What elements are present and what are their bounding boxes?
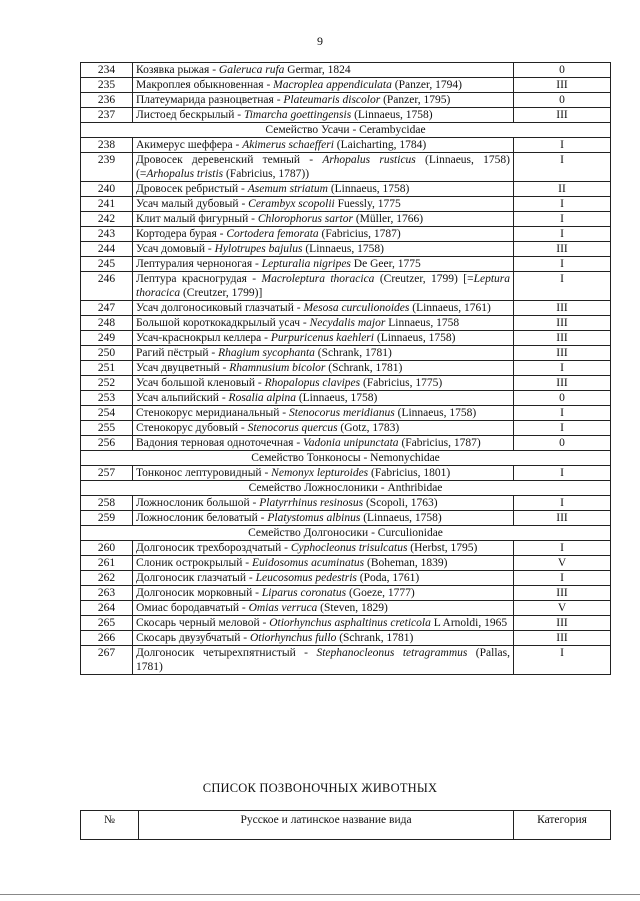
- latin-name: Stephanocleonus tetragrammus: [316, 647, 468, 659]
- species-name: [133, 108, 514, 123]
- species-name: [133, 511, 514, 526]
- table-row: [81, 466, 611, 481]
- table-row: [81, 646, 611, 675]
- species-number: 246: [81, 272, 133, 301]
- author-citation: (Herbst, 1795): [407, 542, 478, 554]
- species-number: 259: [81, 511, 133, 526]
- table-row: [81, 346, 611, 361]
- russian-name: Макроплея обыкновенная -: [136, 79, 274, 91]
- russian-name: Платеумарида разноцветная -: [136, 94, 284, 106]
- table-row: [81, 421, 611, 436]
- species-name: [133, 316, 514, 331]
- species-number: 255: [81, 421, 133, 436]
- latin-name: Euidosomus acuminatus: [252, 557, 365, 569]
- category: I: [514, 138, 611, 153]
- author-citation: (Linnaeus, 1758): [394, 407, 477, 419]
- latin-name: Leucosomus pedestris: [255, 572, 357, 584]
- category: III: [514, 242, 611, 257]
- species-name: [133, 346, 514, 361]
- species-number: 242: [81, 212, 133, 227]
- species-name: [133, 616, 514, 631]
- family-header-row: [81, 526, 611, 541]
- russian-name: Долгоносик четырехпятнистый -: [136, 647, 317, 659]
- species-number: 262: [81, 571, 133, 586]
- russian-name: Кортодера бурая -: [136, 228, 227, 240]
- author-citation: (Panzer, 1795): [380, 94, 451, 106]
- table-row: [81, 631, 611, 646]
- species-name: [133, 331, 514, 346]
- species-number: 260: [81, 541, 133, 556]
- species-name: [133, 138, 514, 153]
- russian-name: Усач двуцветный -: [136, 362, 230, 374]
- latin-name: Platyrrhinus resinosus: [259, 497, 364, 509]
- category: III: [514, 301, 611, 316]
- species-name: [133, 541, 514, 556]
- author-citation: (Fabricius, 1787): [398, 437, 481, 449]
- russian-name: Вадония терновая одноточечная -: [136, 437, 304, 449]
- species-number: 240: [81, 182, 133, 197]
- species-name: [133, 376, 514, 391]
- category: III: [514, 331, 611, 346]
- category: 0: [514, 436, 611, 451]
- russian-name: Усач-краснокрыл келлера -: [136, 332, 271, 344]
- table-row: [81, 556, 611, 571]
- category: 0: [514, 63, 611, 78]
- category: III: [514, 78, 611, 93]
- russian-name: Козявка рыжая -: [136, 64, 219, 76]
- category: I: [514, 496, 611, 511]
- family-name: Семейство Долгоносики - Curculionidae: [81, 526, 611, 541]
- author-citation: (Pallas, 1781): [136, 647, 510, 673]
- russian-name: Листоед бескрылый -: [136, 109, 244, 121]
- latin-name: Platystomus albinus: [267, 512, 361, 524]
- category: I: [514, 406, 611, 421]
- russian-name: Усач малый дубовый -: [136, 198, 249, 210]
- species-name: [133, 556, 514, 571]
- species-name: [133, 361, 514, 376]
- russian-name: Ложнослоник беловатый -: [136, 512, 268, 524]
- species-number: 265: [81, 616, 133, 631]
- species-number: 257: [81, 466, 133, 481]
- species-table-body: [81, 63, 611, 675]
- species-number: 234: [81, 63, 133, 78]
- species-name: [133, 466, 514, 481]
- author-citation: (Fabricius, 1787): [318, 228, 401, 240]
- category: III: [514, 346, 611, 361]
- table-row: [81, 108, 611, 123]
- family-name: Семейство Усачи - Cerambycidae: [81, 123, 611, 138]
- species-name: [133, 153, 514, 182]
- table-row: [81, 376, 611, 391]
- table-row: [81, 197, 611, 212]
- species-number: 238: [81, 138, 133, 153]
- species-name: [133, 227, 514, 242]
- latin-synonym: Arhopalus tristis: [146, 168, 224, 180]
- species-number: 250: [81, 346, 133, 361]
- species-number: 248: [81, 316, 133, 331]
- species-number: 249: [81, 331, 133, 346]
- russian-name: Дровосек ребристый -: [136, 183, 248, 195]
- author-citation: (Linnaeus, 1758): [351, 109, 433, 121]
- species-number: 254: [81, 406, 133, 421]
- latin-name: Omias verruca: [248, 602, 318, 614]
- species-number: 267: [81, 646, 133, 675]
- table-row: [81, 601, 611, 616]
- species-number: 244: [81, 242, 133, 257]
- russian-name: Усач альпийский -: [136, 392, 229, 404]
- author-citation: (Scopoli, 1763): [363, 497, 438, 509]
- category: I: [514, 272, 611, 301]
- category: V: [514, 601, 611, 616]
- species-number: 235: [81, 78, 133, 93]
- species-name: [133, 586, 514, 601]
- latin-name: Lepturalia nigripes: [261, 258, 351, 270]
- category: I: [514, 227, 611, 242]
- table-row: [81, 301, 611, 316]
- table-row: [81, 316, 611, 331]
- header-category: Категория: [514, 811, 611, 840]
- species-number: 253: [81, 391, 133, 406]
- russian-name: Акимерус шеффера -: [136, 139, 243, 151]
- species-name: [133, 242, 514, 257]
- russian-name: Усач домовый -: [136, 243, 215, 255]
- table-row: [81, 93, 611, 108]
- species-name: [133, 421, 514, 436]
- category: 0: [514, 391, 611, 406]
- author-citation: (Laicharting, 1784): [333, 139, 427, 151]
- table-row: [81, 571, 611, 586]
- author-citation: (Linnaeus, 1758) (=: [136, 154, 510, 180]
- category: III: [514, 376, 611, 391]
- latin-name: Macroplea appendiculata: [273, 79, 392, 91]
- species-number: 241: [81, 197, 133, 212]
- author-citation: (Schrank, 1781): [314, 347, 392, 359]
- species-number: 247: [81, 301, 133, 316]
- author-citation: (Boheman, 1839): [364, 557, 448, 569]
- table-row: [81, 391, 611, 406]
- species-name: [133, 601, 514, 616]
- latin-name: Cyphocleonus trisulcatus: [290, 542, 408, 554]
- category: I: [514, 257, 611, 272]
- russian-name: Тонконос лептуровидный -: [136, 467, 272, 479]
- page-number: 9: [317, 34, 323, 48]
- author-citation: De Geer, 1775: [350, 258, 421, 270]
- synonym-author: (Fabricius, 1787)): [223, 168, 310, 180]
- latin-name: Otiorhynchus fullo: [249, 632, 337, 644]
- category: III: [514, 316, 611, 331]
- table-header-row: [81, 811, 611, 840]
- author-citation: (Linnaeus, 1758): [327, 183, 410, 195]
- latin-name: Akimerus schaefferi: [242, 139, 334, 151]
- category: III: [514, 511, 611, 526]
- latin-name: Rosalia alpina: [228, 392, 296, 404]
- latin-name: Stenocorus meridianus: [289, 407, 395, 419]
- category: I: [514, 646, 611, 675]
- author-citation: (Linnaeus, 1758): [373, 332, 456, 344]
- category: 0: [514, 93, 611, 108]
- russian-name: Слоник острокрылый -: [136, 557, 252, 569]
- species-number: 245: [81, 257, 133, 272]
- species-name: [133, 406, 514, 421]
- species-name: [133, 436, 514, 451]
- category: I: [514, 212, 611, 227]
- latin-name: Nemonyx lepturoides: [271, 467, 369, 479]
- author-citation: Fuessly, 1775: [334, 198, 401, 210]
- species-name: [133, 182, 514, 197]
- table-row: [81, 541, 611, 556]
- category: I: [514, 153, 611, 182]
- category: I: [514, 541, 611, 556]
- table-row: [81, 496, 611, 511]
- species-number: 251: [81, 361, 133, 376]
- author-citation: (Müller, 1766): [352, 213, 424, 225]
- category: II: [514, 182, 611, 197]
- russian-name: Усач долгоносиковый глазчатый -: [136, 302, 304, 314]
- table-row: [81, 153, 611, 182]
- russian-name: Омиас бородавчатый -: [136, 602, 249, 614]
- category: I: [514, 197, 611, 212]
- author-citation: (Fabricius, 1775): [360, 377, 443, 389]
- latin-name: Rhagium sycophanta: [218, 347, 315, 359]
- latin-name: Necydalis major: [309, 317, 386, 329]
- table-row: [81, 182, 611, 197]
- russian-name: Скосарь двузубчатый -: [136, 632, 250, 644]
- latin-name: Otiorhynchus asphaltinus creticola: [269, 617, 431, 629]
- latin-name: Mesosa curculionoides: [303, 302, 410, 314]
- header-number: №: [81, 811, 139, 840]
- species-name: [133, 78, 514, 93]
- author-citation: (Poda, 1761): [356, 572, 420, 584]
- table-row: [81, 257, 611, 272]
- table-row: [81, 138, 611, 153]
- species-number: 258: [81, 496, 133, 511]
- author-citation: (Fabricius, 1801): [368, 467, 451, 479]
- species-number: 239: [81, 153, 133, 182]
- latin-name: Rhamnusium bicolor: [229, 362, 326, 374]
- family-name: Семейство Тонконосы - Nemonychidae: [81, 451, 611, 466]
- author-citation: (Panzer, 1794): [391, 79, 462, 91]
- family-header-row: [81, 123, 611, 138]
- author-citation: (Goeze, 1777): [346, 587, 415, 599]
- russian-name: Лептуралия черноногая -: [136, 258, 262, 270]
- species-number: 261: [81, 556, 133, 571]
- latin-name: Stenocorus quercus: [247, 422, 338, 434]
- latin-name: Chlorophorus sartor: [257, 213, 353, 225]
- table-row: [81, 406, 611, 421]
- table-row: [81, 616, 611, 631]
- latin-name: Macroleptura thoracica: [261, 273, 375, 285]
- latin-name: Plateumaris discolor: [283, 94, 381, 106]
- table-row: [81, 436, 611, 451]
- latin-name: Asemum striatum: [247, 183, 328, 195]
- author-citation: (Linnaeus, 1758): [360, 512, 442, 524]
- family-header-row: [81, 451, 611, 466]
- family-name: Семейство Ложнослоники - Anthribidae: [81, 481, 611, 496]
- invertebrate-species-table: [80, 62, 611, 675]
- russian-name: Скосарь черный меловой -: [136, 617, 270, 629]
- table-row: [81, 272, 611, 301]
- table-row: [81, 361, 611, 376]
- table-row: [81, 511, 611, 526]
- table-row: [81, 63, 611, 78]
- species-number: 236: [81, 93, 133, 108]
- russian-name: Ложнослоник большой -: [136, 497, 260, 509]
- category: I: [514, 466, 611, 481]
- category: III: [514, 108, 611, 123]
- author-citation: (Schrank, 1781): [325, 362, 403, 374]
- species-number: 252: [81, 376, 133, 391]
- species-name: [133, 631, 514, 646]
- species-number: 264: [81, 601, 133, 616]
- author-citation: (Schrank, 1781): [336, 632, 414, 644]
- table-row: [81, 227, 611, 242]
- vertebrate-table-header: [80, 810, 611, 840]
- author-citation: (Steven, 1829): [317, 602, 388, 614]
- category: III: [514, 616, 611, 631]
- species-number: 243: [81, 227, 133, 242]
- species-name: [133, 63, 514, 78]
- latin-name: Purpuricenus kaehleri: [270, 332, 374, 344]
- russian-name: Долгоносик морковный -: [136, 587, 262, 599]
- latin-name: Rhopalopus clavipes: [264, 377, 361, 389]
- species-number: 266: [81, 631, 133, 646]
- category: I: [514, 571, 611, 586]
- latin-name: Cerambyx scopolii: [248, 198, 335, 210]
- russian-name: Стенокорус дубовый -: [136, 422, 248, 434]
- latin-name: Galeruca rufa: [218, 64, 285, 76]
- author-citation: (Linnaeus, 1761): [409, 302, 491, 314]
- russian-name: Рагий пёстрый -: [136, 347, 219, 359]
- author-citation: Linnaeus, 1758: [385, 317, 460, 329]
- russian-name: Стенокорус меридианальный -: [136, 407, 289, 419]
- author-citation: Germar, 1824: [284, 64, 351, 76]
- latin-name: Timarcha goettingensis: [243, 109, 352, 121]
- table-row: [81, 242, 611, 257]
- author-citation: (Gotz, 1783): [337, 422, 400, 434]
- latin-name: Liparus coronatus: [261, 587, 347, 599]
- species-name: [133, 391, 514, 406]
- table-row: [81, 586, 611, 601]
- russian-name: Большой короткокадкрылый усач -: [136, 317, 310, 329]
- species-number: 237: [81, 108, 133, 123]
- species-name: [133, 212, 514, 227]
- category: I: [514, 361, 611, 376]
- species-name: [133, 197, 514, 212]
- species-number: 263: [81, 586, 133, 601]
- russian-name: Долгоносик глазчатый -: [136, 572, 256, 584]
- table-row: [81, 212, 611, 227]
- section-title: СПИСОК ПОЗВОНОЧНЫХ ЖИВОТНЫХ: [202, 781, 438, 795]
- latin-synonym: Leptura thoracica: [136, 273, 510, 299]
- species-number: 256: [81, 436, 133, 451]
- species-name: [133, 257, 514, 272]
- latin-name: Arhopalus rusticus: [322, 154, 416, 166]
- russian-name: Лептура красногрудая -: [136, 273, 262, 285]
- species-name: [133, 301, 514, 316]
- table-row: [81, 331, 611, 346]
- russian-name: Долгоносик трехбороздчатый -: [136, 542, 291, 554]
- author-citation: (Creutzer, 1799) [=: [374, 273, 474, 285]
- species-name: [133, 272, 514, 301]
- header-species-name: Русское и латинское название вида: [139, 811, 514, 840]
- latin-name: Vadonia unipunctata: [303, 437, 399, 449]
- category: V: [514, 556, 611, 571]
- table-row: [81, 78, 611, 93]
- russian-name: Клит малый фигурный -: [136, 213, 258, 225]
- russian-name: Усач большой кленовый -: [136, 377, 265, 389]
- species-name: [133, 646, 514, 675]
- latin-name: Hylotrupes bajulus: [214, 243, 303, 255]
- author-citation: L Arnoldi, 1965: [430, 617, 508, 629]
- species-name: [133, 93, 514, 108]
- author-citation: (Linnaeus, 1758): [295, 392, 378, 404]
- species-name: [133, 496, 514, 511]
- species-name: [133, 571, 514, 586]
- category: I: [514, 421, 611, 436]
- category: III: [514, 631, 611, 646]
- synonym-author: (Creutzer, 1799)]: [180, 287, 263, 299]
- page-bottom-rule: [0, 894, 640, 895]
- family-header-row: [81, 481, 611, 496]
- russian-name: Дровосек деревенский темный -: [136, 154, 323, 166]
- author-citation: (Linnaeus, 1758): [302, 243, 384, 255]
- latin-name: Cortodera femorata: [226, 228, 319, 240]
- category: III: [514, 586, 611, 601]
